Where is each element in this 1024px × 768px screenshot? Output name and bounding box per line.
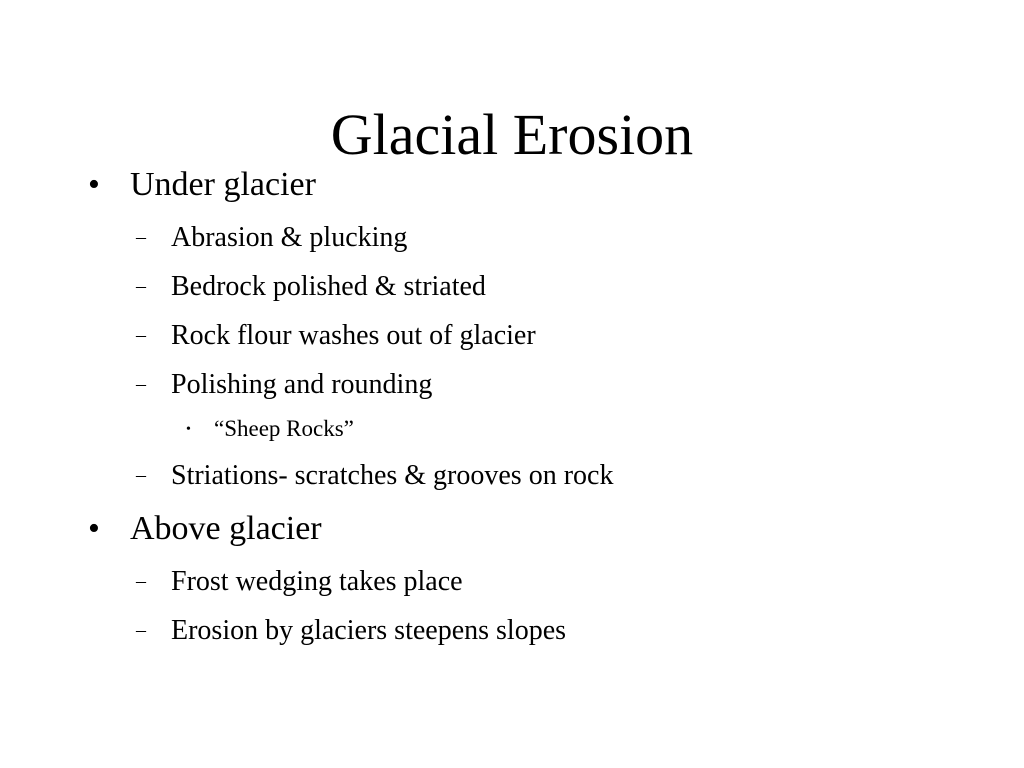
subbullet-text: Abrasion & plucking: [171, 222, 408, 253]
bullet-above-glacier: [84, 507, 322, 551]
subbullet-text: Rock flour washes out of glacier: [171, 320, 536, 351]
subbullet-polishing: [136, 366, 432, 403]
subbullet-text: Frost wedging takes place: [171, 566, 463, 597]
slide-title: Glacial Erosion: [330, 102, 694, 167]
subbullet-text: Erosion by glaciers steepens slopes: [171, 615, 567, 646]
subbullet-rock-flour: [136, 317, 536, 354]
bullet-marker: •: [88, 510, 100, 547]
subbullet-text: Striations- scratches & grooves on rock: [171, 460, 614, 491]
subbullet-text: Polishing and rounding: [171, 369, 433, 400]
dash-marker: –: [136, 226, 146, 248]
subbullet-frost-wedging: [136, 563, 463, 600]
dash-marker: –: [136, 464, 146, 486]
subsubbullet-text: “Sheep Rocks”: [214, 416, 354, 441]
subsubbullet-sheep-rocks: [186, 414, 354, 445]
dash-marker: –: [136, 570, 146, 592]
subbullet-striations: [136, 457, 613, 494]
subbullet-abrasion: [136, 219, 407, 256]
dash-marker: –: [136, 324, 146, 346]
bullet-under-glacier: [84, 163, 316, 207]
subbullet-text: Bedrock polished & striated: [171, 271, 486, 302]
subbullet-bedrock: [136, 268, 486, 305]
bullet-marker: •: [186, 422, 191, 437]
dash-marker: –: [136, 275, 146, 297]
bullet-marker: •: [88, 166, 100, 203]
subbullet-erosion-steepens: [136, 612, 566, 649]
dash-marker: –: [136, 373, 146, 395]
bullet-text: Above glacier: [130, 510, 322, 547]
dash-marker: –: [136, 619, 146, 641]
bullet-text: Under glacier: [130, 166, 316, 203]
